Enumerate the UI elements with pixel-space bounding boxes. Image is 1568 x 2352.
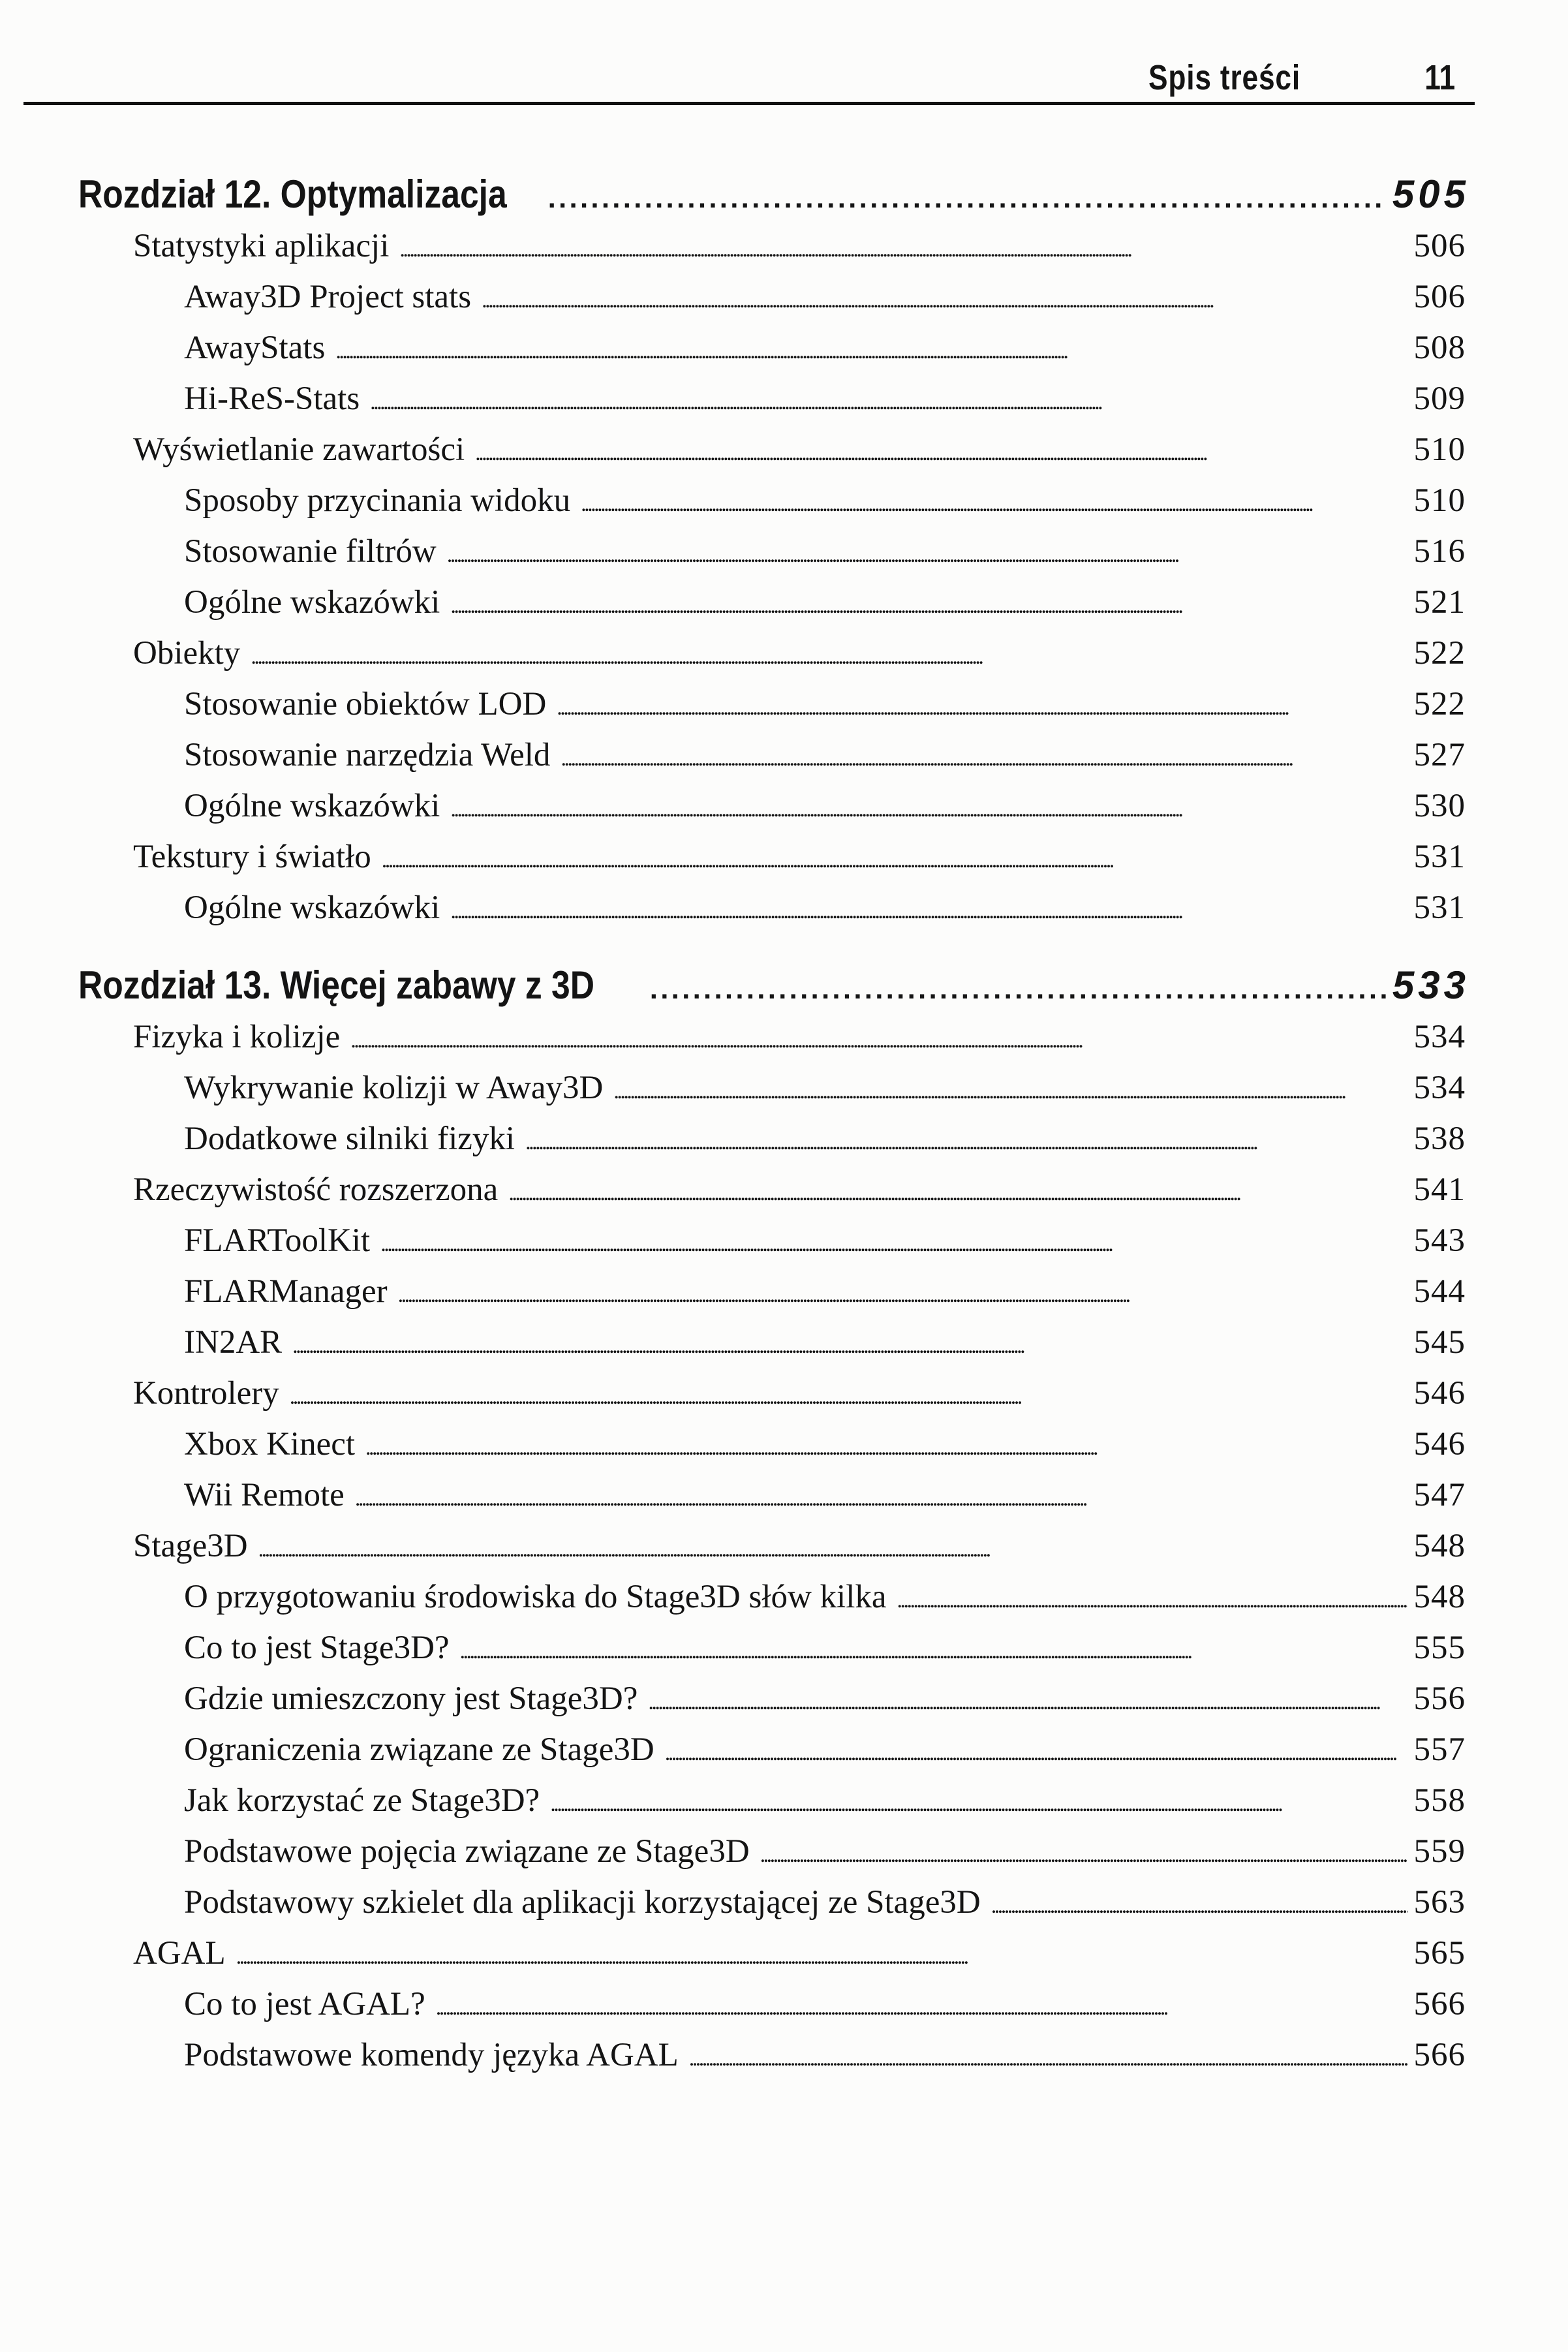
toc-entry (184, 1724, 1466, 1775)
toc-entry (184, 373, 1466, 424)
entry-title: Stage3D (133, 1528, 248, 1564)
entry-title: AGAL (133, 1935, 226, 1972)
toc-entry (184, 322, 1466, 373)
dot-leader (450, 577, 1407, 632)
entry-title: Ogólne wskazówki (184, 584, 440, 621)
entry-page-number: 546 (1413, 1426, 1466, 1462)
dot-leader (236, 1928, 1407, 1983)
toc-entry (133, 1164, 1466, 1215)
toc-entry (133, 1012, 1466, 1062)
entry-title: Stosowanie obiektów LOD (184, 686, 547, 722)
entry-page-number: 534 (1413, 1070, 1466, 1106)
toc-entry (184, 526, 1466, 577)
entry-page-number: 565 (1413, 1935, 1466, 1972)
entry-page-number: 509 (1413, 380, 1466, 417)
entry-title: Wykrywanie kolizji w Away3D (184, 1070, 604, 1106)
dot-leader (548, 167, 1386, 226)
dot-leader (557, 679, 1407, 734)
entry-title: Away3D Project stats (184, 279, 472, 315)
entry-page-number: 566 (1413, 1986, 1466, 2022)
dot-leader (350, 1012, 1407, 1066)
entry-title: FLARToolKit (184, 1222, 371, 1259)
entry-page-number: 548 (1413, 1528, 1466, 1564)
entry-page-number: 510 (1413, 431, 1466, 468)
entry-title: Podstawowy szkielet dla aplikacji korzystającej ze Stage3D (184, 1884, 981, 1921)
entry-page-number: 563 (1413, 1884, 1466, 1921)
dot-leader (482, 271, 1407, 326)
toc-entry (184, 1877, 1466, 1928)
dot-leader (382, 831, 1407, 886)
dot-leader (335, 322, 1407, 377)
entry-title: Co to jest AGAL? (184, 1986, 425, 2022)
entry-title: Wii Remote (184, 1477, 345, 1513)
entry-title: Statystyki aplikacji (133, 228, 390, 264)
entry-title: Xbox Kinect (184, 1426, 356, 1462)
entry-title: Kontrolery (133, 1375, 279, 1412)
entry-title: Ograniczenia związane ze Stage3D (184, 1731, 654, 1768)
toc-chapter-12 (78, 167, 1469, 222)
entry-page-number: 516 (1413, 533, 1466, 570)
chapter-page-number: 533 (1392, 963, 1469, 1007)
dot-leader (508, 1164, 1407, 1219)
toc-entry (184, 1317, 1466, 1368)
running-header-section-title: Spis treści (1148, 58, 1300, 97)
entry-page-number: 510 (1413, 482, 1466, 519)
dot-leader (365, 1419, 1407, 1474)
dot-leader (290, 1368, 1407, 1423)
entry-page-number: 531 (1413, 839, 1466, 875)
entry-page-number: 530 (1413, 788, 1466, 824)
entry-page-number: 558 (1413, 1782, 1466, 1819)
dot-leader (581, 475, 1407, 530)
dot-leader (370, 373, 1407, 428)
entry-title: FLARManager (184, 1273, 388, 1310)
entry-page-number: 522 (1413, 635, 1466, 672)
entry-page-number: 559 (1413, 1833, 1466, 1870)
toc-entry (184, 271, 1466, 322)
entry-title: Podstawowe pojęcia związane ze Stage3D (184, 1833, 750, 1870)
entry-page-number: 545 (1413, 1324, 1466, 1361)
entry-page-number: 521 (1413, 584, 1466, 621)
dot-leader (436, 1979, 1407, 2034)
toc-entry (184, 2030, 1466, 2081)
entry-page-number: 506 (1413, 228, 1466, 264)
toc-entry (184, 1775, 1466, 1826)
entry-page-number: 566 (1413, 2037, 1466, 2073)
toc-entry (184, 1673, 1466, 1724)
dot-leader (355, 1470, 1407, 1524)
entry-page-number: 543 (1413, 1222, 1466, 1259)
dot-leader (760, 1826, 1407, 1881)
dot-leader (650, 958, 1386, 1017)
entry-title: Gdzie umieszczony jest Stage3D? (184, 1680, 638, 1717)
entry-title: Dodatkowe silniki fizyki (184, 1121, 515, 1157)
entry-page-number: 544 (1413, 1273, 1466, 1310)
toc-entry (184, 1266, 1466, 1317)
entry-title: Jak korzystać ze Stage3D? (184, 1782, 540, 1819)
entry-title: Hi-ReS-Stats (184, 380, 360, 417)
entry-page-number: 527 (1413, 737, 1466, 773)
toc-entry (184, 1113, 1466, 1164)
entry-page-number: 538 (1413, 1121, 1466, 1157)
entry-title: IN2AR (184, 1324, 283, 1361)
chapter-title: Rozdział 13. Więcej zabawy z 3D (78, 963, 595, 1007)
dot-leader (991, 1877, 1407, 1932)
entry-title: Stosowanie narzędzia Weld (184, 737, 551, 773)
entry-title: Podstawowe komendy języka AGAL (184, 2037, 679, 2073)
dot-leader (380, 1215, 1407, 1270)
entry-page-number: 531 (1413, 890, 1466, 926)
dot-leader (550, 1775, 1407, 1830)
entry-title: Sposoby przycinania widoku (184, 482, 571, 519)
toc-entry (184, 1215, 1466, 1266)
toc-entry (184, 1826, 1466, 1877)
entry-page-number: 546 (1413, 1375, 1466, 1412)
dot-leader (447, 526, 1407, 581)
entry-title: Ogólne wskazówki (184, 788, 440, 824)
toc-entry (184, 781, 1466, 831)
dot-leader (398, 1266, 1407, 1321)
entry-title: Obiekty (133, 635, 241, 672)
entry-title: Fizyka i kolizje (133, 1019, 341, 1055)
dot-leader (648, 1673, 1407, 1728)
entry-title: Stosowanie filtrów (184, 533, 437, 570)
dot-leader (561, 730, 1407, 784)
toc-entry (184, 1571, 1466, 1622)
dot-leader (460, 1622, 1407, 1677)
entry-page-number: 534 (1413, 1019, 1466, 1055)
dot-leader (689, 2030, 1407, 2084)
toc-entry (184, 1622, 1466, 1673)
toc-entry (133, 424, 1466, 475)
toc-entry (133, 628, 1466, 679)
entry-page-number: 506 (1413, 279, 1466, 315)
entry-page-number: 555 (1413, 1630, 1466, 1666)
toc-entry (133, 831, 1466, 882)
dot-leader (450, 781, 1407, 835)
entry-title: Co to jest Stage3D? (184, 1630, 450, 1666)
entry-page-number: 522 (1413, 686, 1466, 722)
toc-entry (184, 1470, 1466, 1521)
toc-entry (184, 1419, 1466, 1470)
dot-leader (475, 424, 1407, 479)
dot-leader (292, 1317, 1407, 1372)
dot-leader (665, 1724, 1407, 1779)
chapter-title: Rozdział 12. Optymalizacja (78, 172, 507, 216)
chapter-page-number: 505 (1392, 172, 1469, 216)
toc-entry (184, 679, 1466, 730)
entry-page-number: 548 (1413, 1579, 1466, 1615)
entry-title: O przygotowaniu środowiska do Stage3D słów kilka (184, 1579, 887, 1615)
entry-title: Tekstury i światło (133, 839, 371, 875)
entry-page-number: 541 (1413, 1171, 1466, 1208)
dot-leader (525, 1113, 1407, 1168)
dot-leader (897, 1571, 1407, 1626)
dot-leader (613, 1062, 1407, 1117)
toc-entry (184, 577, 1466, 628)
toc-entry (184, 882, 1466, 933)
dot-leader (450, 882, 1407, 937)
entry-page-number: 547 (1413, 1477, 1466, 1513)
entry-title: Rzeczywistość rozszerzona (133, 1171, 499, 1208)
toc-entry (133, 1928, 1466, 1979)
toc-entry (133, 1368, 1466, 1419)
toc-entry (184, 475, 1466, 526)
entry-title: Wyświetlanie zawartości (133, 431, 465, 468)
entry-page-number: 556 (1413, 1680, 1466, 1717)
toc-entry (133, 221, 1466, 271)
toc-entry (184, 730, 1466, 781)
entry-title: Ogólne wskazówki (184, 890, 440, 926)
entry-title: AwayStats (184, 330, 326, 366)
toc-entry (184, 1979, 1466, 2030)
toc-entry (133, 1521, 1466, 1571)
dot-leader (399, 221, 1407, 275)
dot-leader (251, 628, 1407, 683)
dot-leader (258, 1521, 1407, 1575)
entry-page-number: 557 (1413, 1731, 1466, 1768)
toc-chapter-13 (78, 958, 1469, 1013)
running-header-page-number: 11 (1424, 58, 1455, 97)
entry-page-number: 508 (1413, 330, 1466, 366)
toc-entry (184, 1062, 1466, 1113)
